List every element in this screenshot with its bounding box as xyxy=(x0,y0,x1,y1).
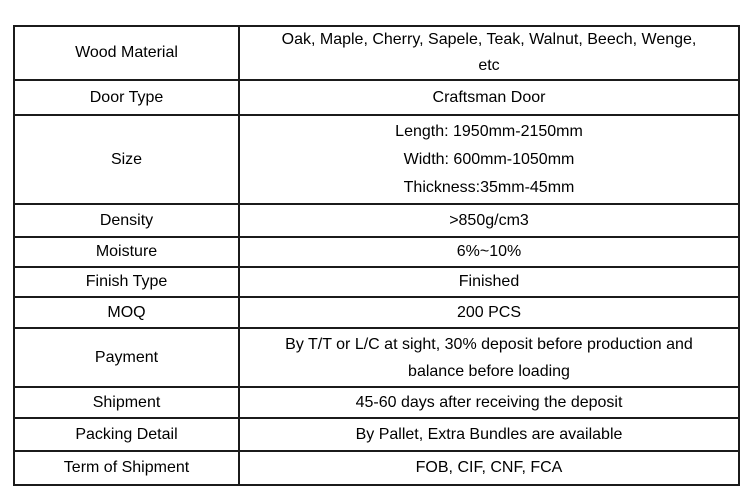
label-cell-wood-material xyxy=(14,26,239,80)
label-cell-moq: MOQ xyxy=(14,297,239,328)
value-cell-moq: 200 PCS xyxy=(239,297,739,328)
value-cell-density: >850g/cm3 xyxy=(239,204,739,237)
value-line: etc xyxy=(478,57,500,74)
value-line: Length: 1950mm-2150mm xyxy=(395,122,583,140)
label-cell-finish-type: Finish Type xyxy=(14,267,239,297)
label-cell-shipment: Shipment xyxy=(14,387,239,418)
table-row-moq xyxy=(14,297,739,328)
label-cell-term-of-shipment: Term of Shipment xyxy=(14,451,239,485)
value-cell-shipment: 45-60 days after receiving the deposit xyxy=(239,387,739,418)
label-cell-size: Size xyxy=(14,115,239,204)
table-row-moisture xyxy=(14,237,739,267)
product-spec-table xyxy=(13,25,740,486)
label-cell-door-type: Door Type xyxy=(14,80,239,115)
table-row-packing-detail xyxy=(14,418,739,451)
value-line: Thickness:35mm-45mm xyxy=(403,178,575,196)
value-line: balance before loading xyxy=(408,362,570,380)
table-row-size xyxy=(14,115,739,204)
table-row-finish-type xyxy=(14,267,739,297)
label-cell-moisture: Moisture xyxy=(14,237,239,267)
row-label: Payment xyxy=(94,348,159,366)
table-row-term-of-shipment xyxy=(14,451,739,485)
value-cell-packing-detail: By Pallet, Extra Bundles are available xyxy=(239,418,739,451)
table-row-shipment xyxy=(14,387,739,418)
value-cell-door-type: Craftsman Door xyxy=(239,80,739,115)
value-cell-wood-material xyxy=(239,26,739,80)
label-cell-density: Density xyxy=(14,204,239,237)
table-row-density xyxy=(14,204,739,237)
table-row-door-type xyxy=(14,80,739,115)
value-cell-term-of-shipment: FOB, CIF, CNF, FCA xyxy=(239,451,739,485)
row-label: Wood Material xyxy=(75,44,178,61)
value-cell-size xyxy=(239,115,739,204)
value-line: Width: 600mm-1050mm xyxy=(403,150,575,168)
table-row-payment xyxy=(14,328,739,387)
label-cell-payment xyxy=(14,328,239,387)
table-row-wood-material xyxy=(14,26,739,80)
value-cell-payment xyxy=(239,328,739,387)
value-cell-finish-type: Finished xyxy=(239,267,739,297)
value-cell-moisture: 6%~10% xyxy=(239,237,739,267)
value-line: Oak, Maple, Cherry, Sapele, Teak, Walnut, Beech, Wenge, xyxy=(281,31,697,48)
value-line: By T/T or L/C at sight, 30% deposit before production and xyxy=(285,335,693,353)
label-cell-packing-detail: Packing Detail xyxy=(14,418,239,451)
